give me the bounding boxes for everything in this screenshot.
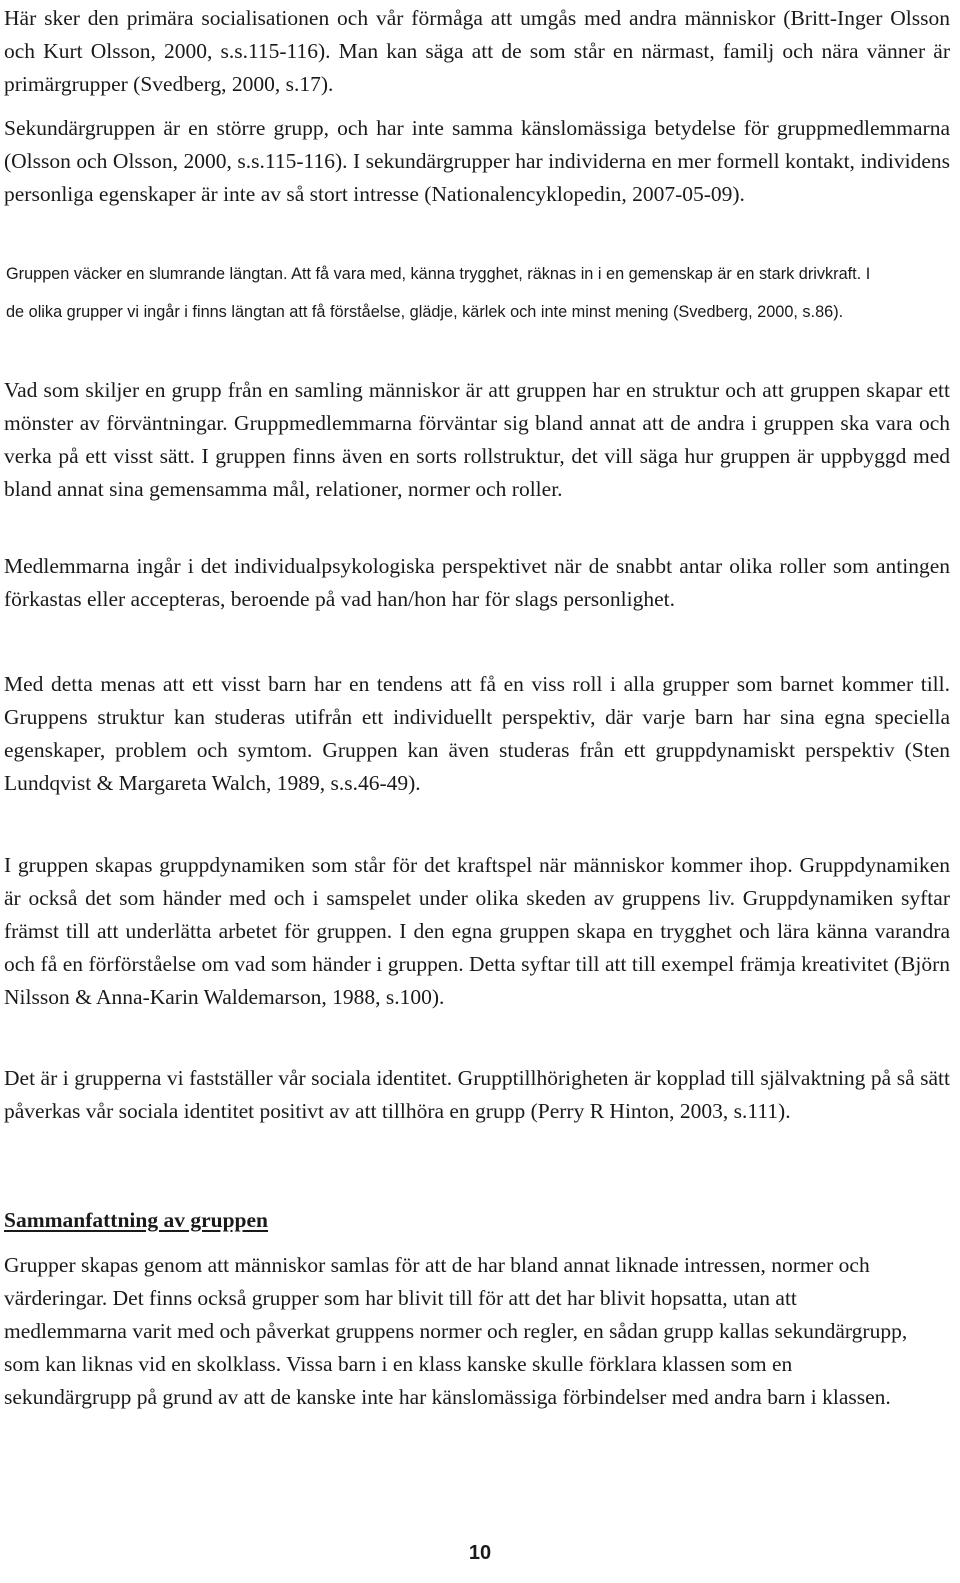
paragraph-summary: Grupper skapas genom att människor samlas för att de har bland annat liknade intressen, normer och värderingar. Det finns också grupper som har blivit till för att det har blivit hopsatta, utan att medlemmarna varit med och påverkat gruppens normer och regler, en sådan grupp kallas sekundärgrupp, som kan liknas vid en skolklass. Vissa barn i en klass kanske skulle förklara klassen som en sekundärgrupp på grund av att de kanske inte har känslomässiga förbindelser med andra barn i klassen.: [4, 1253, 908, 1409]
paragraph-individual-perspective: Medlemmarna ingår i det individualpsykologiska perspektivet när de snabbt antar olika roller som antingen förkastas eller accepteras, beroende på vad han/hon har för slags personlighet.: [4, 554, 950, 611]
paragraph-group-structure: Vad som skiljer en grupp från en samling människor är att gruppen har en struktur och att gruppen skapar ett mönster av förväntningar. Gruppmedlemmarna förväntar sig bland annat att de andra i gruppen ska vara och verka på ett visst sätt. I gruppen finns även en sorts rollstruktur, det vill säga hur gruppen är uppbyggd med bland annat sina gemensamma mål, relationer, normer och roller.: [4, 378, 950, 501]
page-number: 10: [468, 1542, 492, 1564]
paragraph-secondary-group: Sekundärgruppen är en större grupp, och har inte samma känslomässiga betydelse för gruppmedlemmarna (Olsson och Olsson, 2000, s.s.115-116). I sekundärgrupper har individerna en mer formell kontakt, individens personliga egenskaper är inte av så stort intresse (Nationalencyklopedin, 2007-05-09).: [4, 116, 950, 206]
paragraph-group-dynamics: I gruppen skapas gruppdynamiken som står för det kraftspel när människor kommer ihop. Gruppdynamiken är också det som händer med och i samspelet under olika skeden av gruppens liv. Gruppdynamiken syftar främst till att underlätta arbetet för gruppen. I den egna gruppen skapa en trygghet och lära känna varandra och få en förförståelse om vad som händer i gruppen. Detta syftar till att till exempel främja kreativitet (Björn Nilsson & Anna-Karin Waldemarson, 1988, s.100).: [4, 853, 950, 1009]
paragraph-social-identity: Det är i grupperna vi fastställer vår sociala identitet. Grupptillhörigheten är kopplad till självaktning på så sätt påverkas vår sociala identitet positivt av att tillhöra en grupp (Perry R Hinton, 2003, s.111).: [4, 1066, 950, 1123]
section-heading: Sammanfattning av gruppen: [4, 1208, 269, 1232]
block-quote: Gruppen väcker en slumrande längtan. Att få vara med, känna trygghet, räknas in i en gemenskap är en stark drivkraft. I de olika grupper vi ingår i finns längtan att få förståelse, glädje, kärlek och inte minst mening (Svedberg, 2000, s.86).: [6, 265, 871, 321]
paragraph-roles: Med detta menas att ett visst barn har en tendens att få en viss roll i alla grupper som barnet kommer till. Gruppens struktur kan studeras utifrån ett individuellt perspektiv, där varje barn har sina egna speciella egenskaper, problem och symtom. Gruppen kan även studeras från ett gruppdynamiskt perspektiv (Sten Lundqvist & Margareta Walch, 1989, s.s.46-49).: [4, 672, 950, 795]
paragraph-primary-socialisation: Här sker den primära socialisationen och vår förmåga att umgås med andra människor (Britt-Inger Olsson och Kurt Olsson, 2000, s.s.115-116). Man kan säga att de som står en närmast, familj och nära vänner är primärgrupper (Svedberg, 2000, s.17).: [4, 6, 950, 96]
